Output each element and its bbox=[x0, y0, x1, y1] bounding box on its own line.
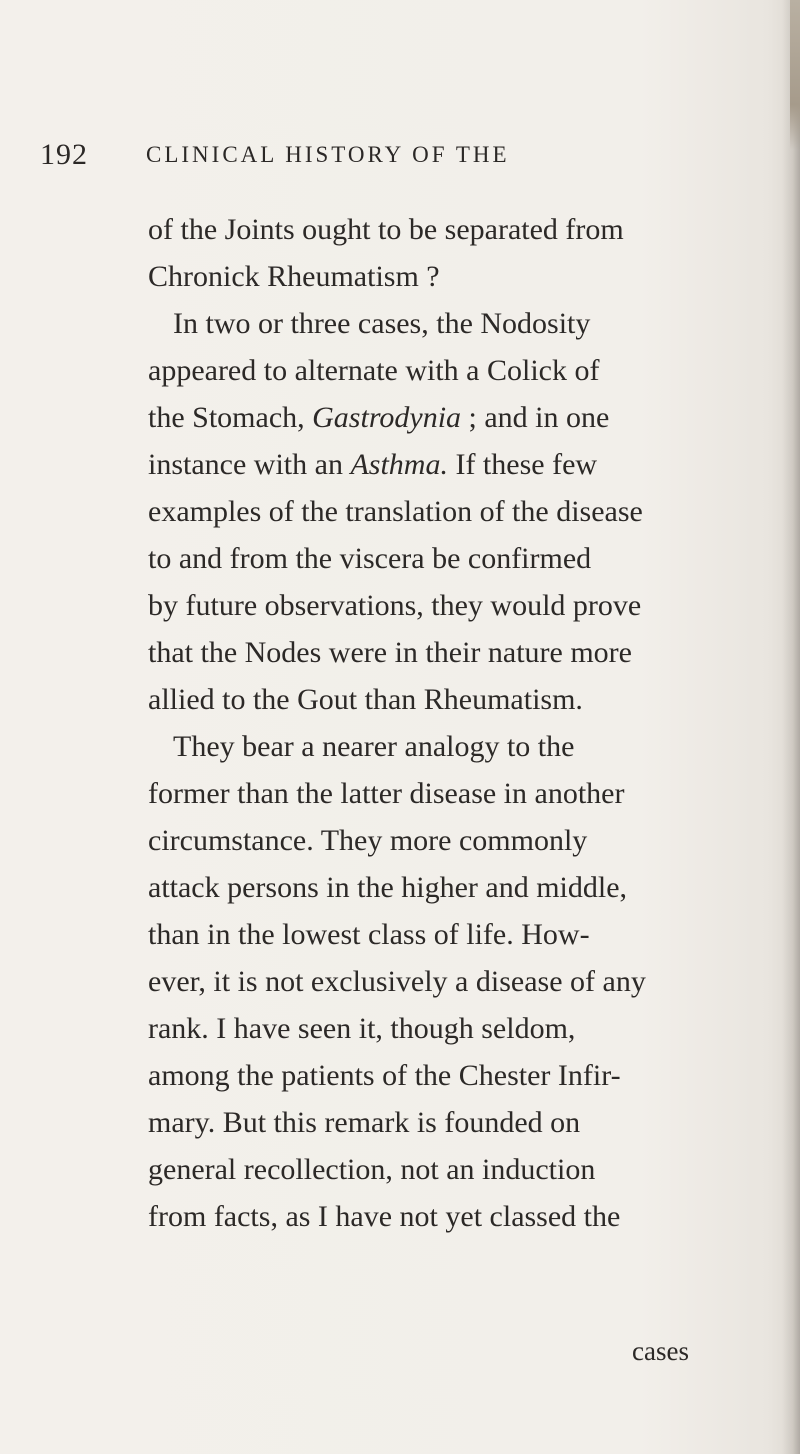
text-segment: instance with an bbox=[148, 448, 351, 481]
text-line: allied to the Gout than Rheumatism. bbox=[148, 683, 583, 716]
page-edge-tab bbox=[790, 0, 800, 150]
text-line: of the Joints ought to be separated from bbox=[148, 213, 624, 246]
text-line: than in the lowest class of life. How- bbox=[148, 918, 590, 951]
text-line: rank. I have seen it, though seldom, bbox=[148, 1012, 576, 1045]
text-line bbox=[148, 394, 728, 441]
text-line: by future observations, they would prove bbox=[148, 589, 642, 622]
running-head: CLINICAL HISTORY OF THE bbox=[146, 142, 510, 167]
text-line: among the patients of the Chester Infir- bbox=[148, 1059, 621, 1092]
text-line: In two or three cases, the Nodosity bbox=[173, 307, 591, 340]
page-number: 192 bbox=[40, 138, 88, 171]
italic-term-gastrodynia: Gastrodynia bbox=[312, 401, 462, 434]
italic-term-asthma: Asthma. bbox=[350, 448, 448, 481]
text-line: that the Nodes were in their nature more bbox=[148, 636, 632, 669]
text-line: They bear a nearer analogy to the bbox=[173, 730, 575, 763]
text-line: general recollection, not an induction bbox=[148, 1153, 596, 1186]
text-segment: ; and in one bbox=[461, 401, 610, 434]
catchword: cases bbox=[632, 1336, 689, 1366]
body-text bbox=[148, 206, 728, 1240]
text-line: former than the latter disease in another bbox=[148, 777, 625, 810]
text-line: attack persons in the higher and middle, bbox=[148, 871, 628, 904]
text-line: circumstance. They more commonly bbox=[148, 824, 588, 857]
page-header bbox=[0, 138, 800, 188]
text-line: appeared to alternate with a Colick of bbox=[148, 354, 600, 387]
text-line: from facts, as I have not yet classed the bbox=[148, 1200, 621, 1233]
text-line: examples of the translation of the disease bbox=[148, 495, 643, 528]
text-line: ever, it is not exclusively a disease of any bbox=[148, 965, 646, 998]
text-line bbox=[148, 441, 728, 488]
text-segment: the Stomach, bbox=[148, 401, 313, 434]
text-line: mary. But this remark is founded on bbox=[148, 1106, 581, 1139]
text-line: to and from the viscera be confirmed bbox=[148, 542, 592, 575]
page-edge-shadow bbox=[782, 0, 800, 1454]
text-line: Chronick Rheumatism ? bbox=[148, 260, 440, 293]
text-segment: If these few bbox=[447, 448, 598, 481]
